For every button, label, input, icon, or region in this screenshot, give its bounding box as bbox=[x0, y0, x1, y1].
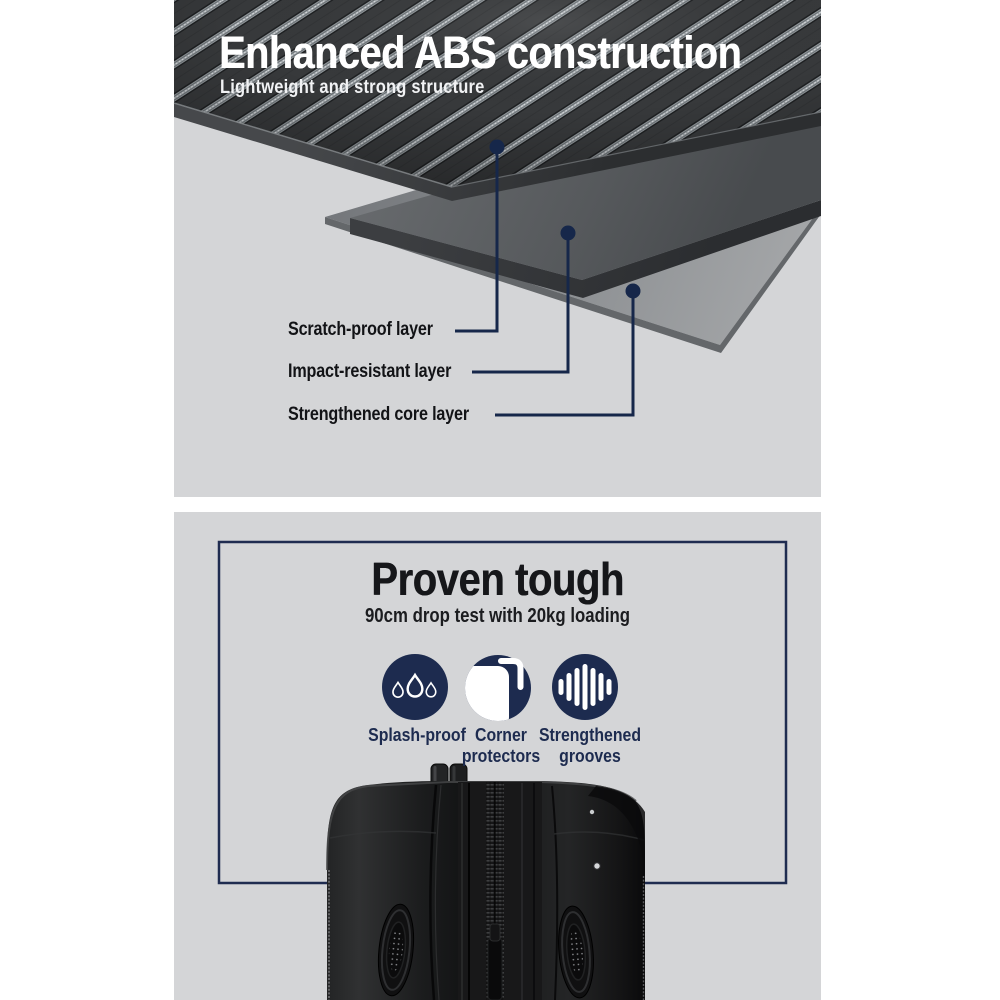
label-impact-resistant-layer: Impact-resistant layer bbox=[288, 361, 452, 382]
top-section-title: Enhanced ABS construction bbox=[219, 27, 742, 78]
suitcase-zipper-band bbox=[458, 782, 542, 1000]
water-drops-icon bbox=[382, 654, 448, 720]
strengthened-grooves-icon bbox=[552, 654, 618, 720]
top-section-subtitle: Lightweight and strong structure bbox=[220, 77, 485, 98]
label-strengthened-core-layer: Strengthened core layer bbox=[288, 404, 469, 425]
bottom-section-subtitle: 90cm drop test with 20kg loading bbox=[364, 605, 631, 627]
suitcase-image bbox=[327, 764, 645, 1000]
label-strengthened-grooves: Strengthened grooves bbox=[538, 725, 642, 766]
label-corner-protectors: Corner protectors bbox=[461, 725, 541, 766]
label-scratch-proof-layer: Scratch-proof layer bbox=[288, 319, 433, 340]
label-splash-proof: Splash-proof bbox=[368, 725, 466, 745]
feature-icons bbox=[382, 654, 618, 728]
bottom-section-title: Proven tough bbox=[371, 553, 624, 605]
